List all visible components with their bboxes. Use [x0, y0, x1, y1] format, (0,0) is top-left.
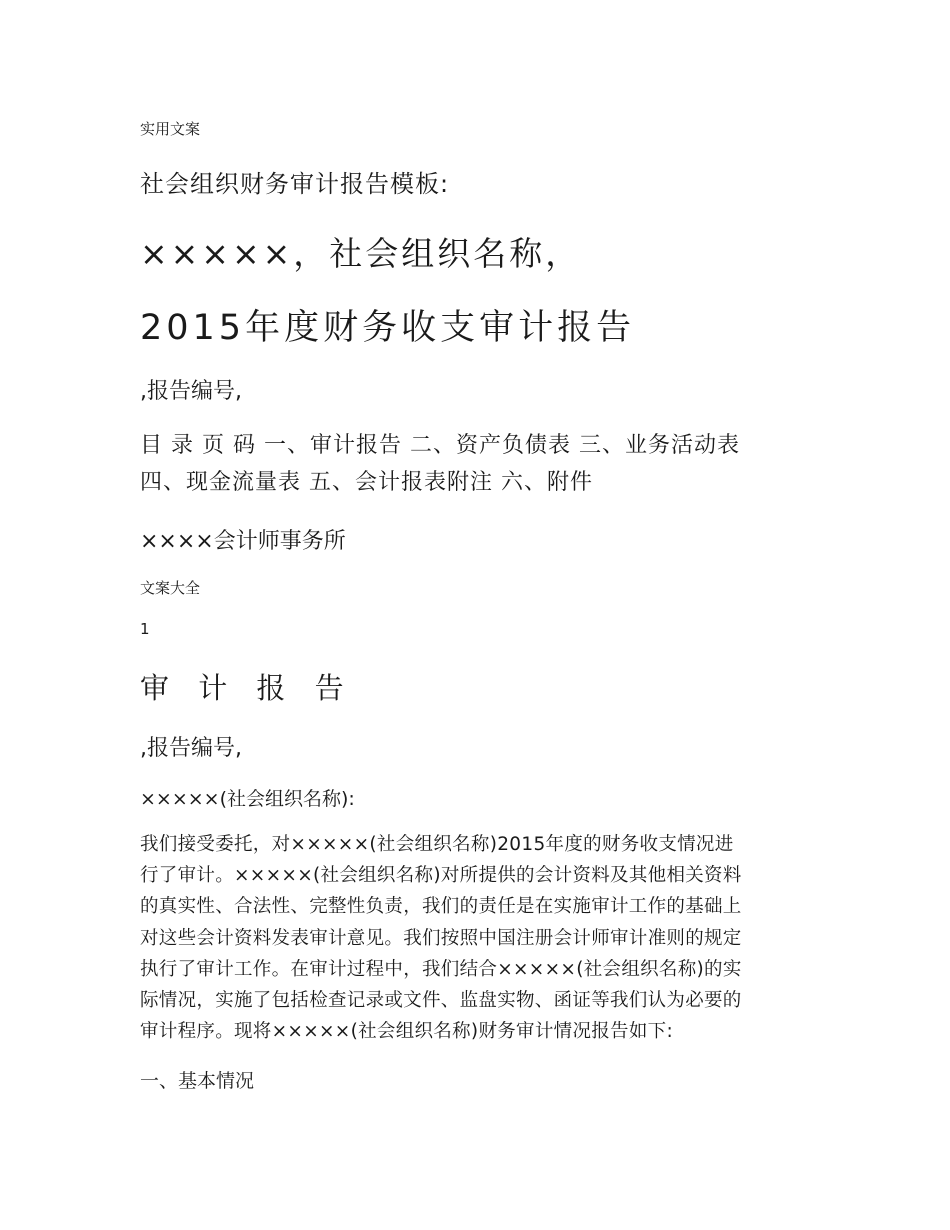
audit-report-heading: 审 计 报 告 [140, 671, 354, 705]
template-title: 社会组织财务审计报告模板: [140, 170, 450, 198]
paragraph-line: 际情况，实施了包括检查记录或文件、监盘实物、函证等我们认为必要的 [140, 990, 742, 1012]
paragraph-line: 的真实性、合法性、完整性负责，我们的责任是在实施审计工作的基础上 [140, 896, 742, 918]
audit-report-number: ,报告编号, [140, 736, 242, 761]
paragraph-line: 行了审计。×××××(社会组织名称)对所提供的会计资料及其他相关资料 [140, 865, 742, 887]
paragraph-line: 我们接受委托，对×××××(社会组织名称)2015年度的财务收支情况进 [140, 834, 734, 855]
accounting-firm: ××××会计师事务所 [140, 529, 346, 554]
report-title: 2015年度财务收支审计报告 [140, 308, 636, 348]
section-basic-info: 一、基本情况 [140, 1070, 255, 1092]
paragraph-line: 执行了审计工作。在审计过程中，我们结合×××××(社会组织名称)的实 [140, 958, 742, 980]
page-number: 1 [140, 620, 150, 638]
toc-line: 目 录 页 码 一、审计报告 二、资产负债表 三、业务活动表 [140, 433, 740, 458]
org-name-line: ×××××，社会组织名称， [140, 234, 582, 273]
header-label: 实用文案 [140, 120, 201, 138]
toc-line: 四、现金流量表 五、会计报表附注 六、附件 [140, 470, 593, 495]
paragraph-line: 审计程序。现将×××××(社会组织名称)财务审计情况报告如下: [140, 1021, 673, 1043]
report-number: ,报告编号, [140, 379, 242, 404]
footer-label: 文案大全 [140, 579, 201, 597]
table-of-contents [140, 427, 820, 501]
addressee: ×××××(社会组织名称): [140, 788, 355, 810]
audit-paragraph [140, 829, 812, 1047]
paragraph-line: 对这些会计资料发表审计意见。我们按照中国注册会计师审计准则的规定 [140, 927, 742, 949]
